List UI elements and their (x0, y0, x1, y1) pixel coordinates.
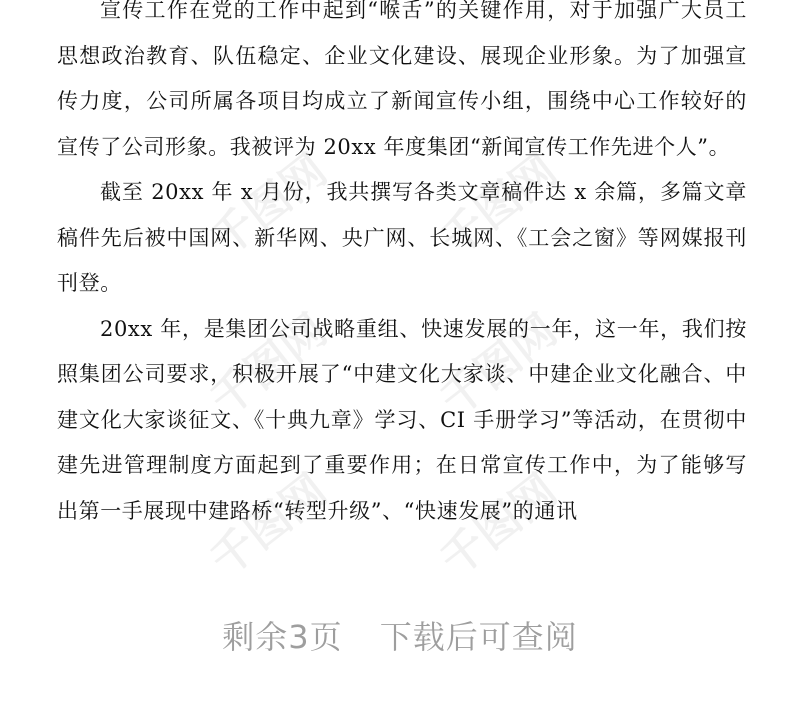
document-body (57, 0, 747, 534)
watermark: 千图网 (431, 144, 567, 267)
watermark: 千图网 (201, 304, 337, 427)
watermark: 千图网 (431, 464, 567, 587)
paragraph-articles-written: 截至 20xx 年 x 月份，我共撰写各类文章稿件达 x 余篇，多篇文章稿件先后被中国网、新华网、央广网、长城网、《工会之窗》等网媒报刊刊登。 (57, 180, 747, 295)
watermark: 千图网 (431, 304, 567, 427)
watermark: 千图网 (201, 144, 337, 267)
paragraph-restructuring-year: 20xx 年，是集团公司战略重组、快速发展的一年，这一年，我们按照集团公司要求，积极开展了“中建文化大家谈、中建企业文化融合、中建文化大家谈征文、《十典九章》学习、CI 手册学习”等活动，在贯彻中建先进管理制度方面起到了重要作用；在日常宣传工作中，为了能够写出第一手展现中建路桥“转型升级”、“快速发展”的通讯 (57, 316, 747, 523)
remaining-pages-notice[interactable]: 剩余3页 下载后可查阅 (222, 618, 578, 656)
watermark: 千图网 (201, 464, 337, 587)
paragraph-publicity-work: 宣传工作在党的工作中起到“喉舌”的关键作用，对于加强广大员工思想政治教育、队伍稳定、企业文化建设、展现企业形象。为了加强宣传力度，公司所属各项目均成立了新闻宣传小组，围绕中心工作较好的宣传了公司形象。我被评为 20xx 年度集团“新闻宣传工作先进个人”。 (57, 0, 747, 159)
